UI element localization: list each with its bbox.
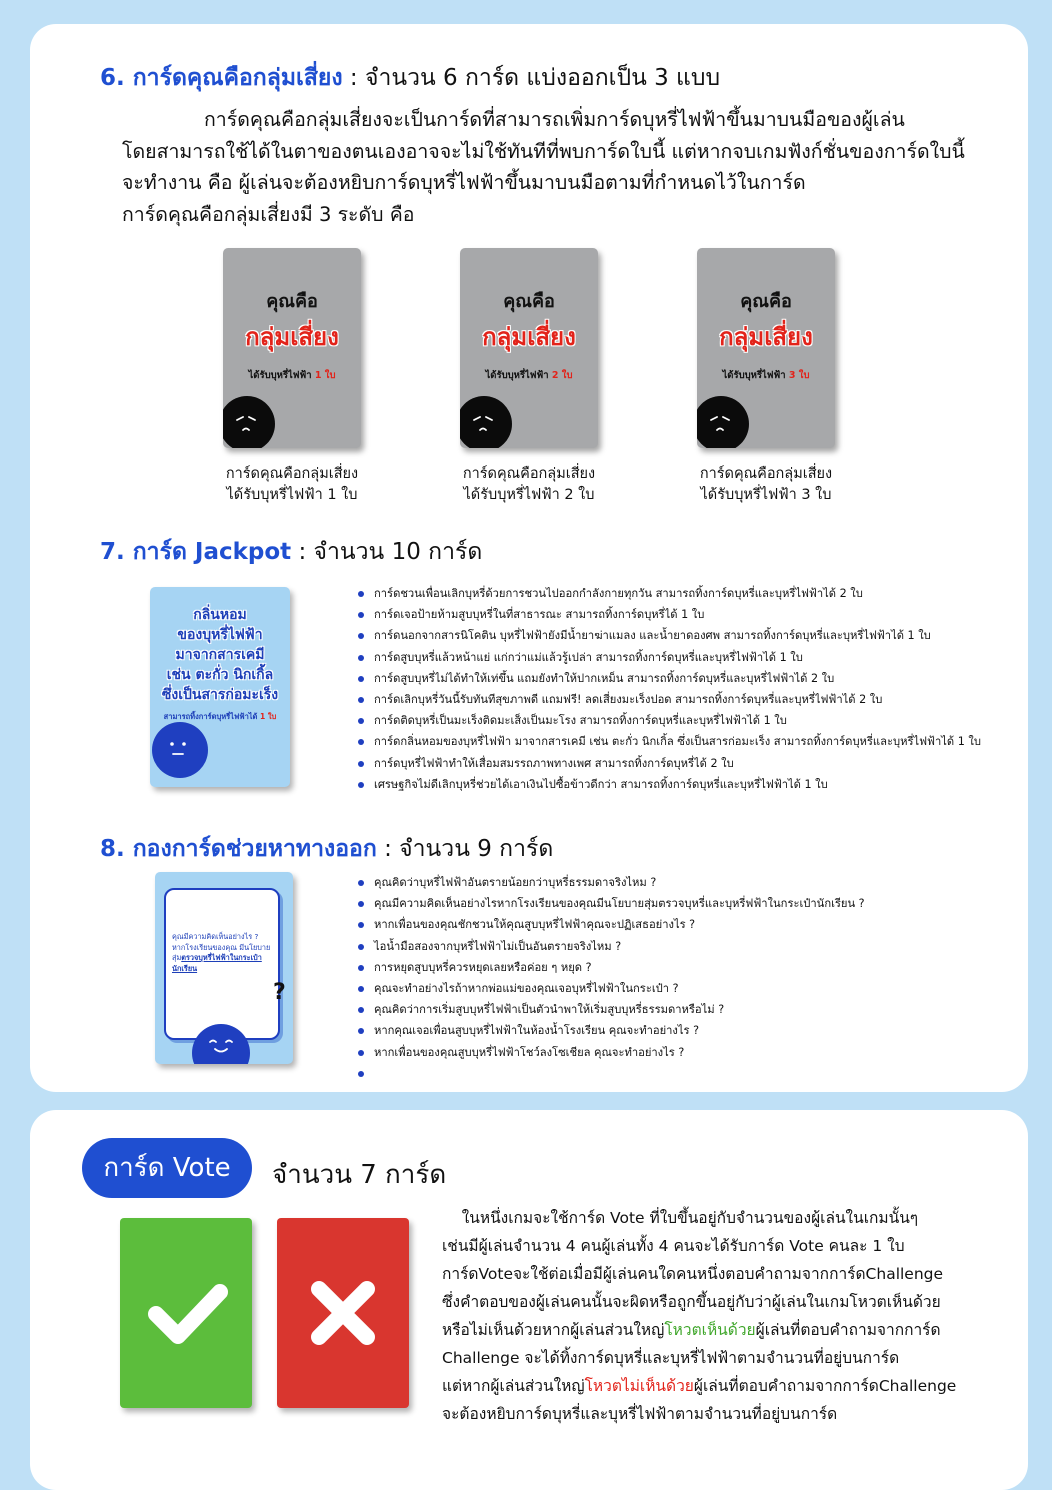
list-item: ไอน้ำมือสองจากบุหรี่ไฟฟ้าไม่เป็นอันตรายจริงไหม ? bbox=[358, 936, 865, 957]
neutral-face-icon bbox=[152, 722, 208, 778]
content-panel-vote bbox=[30, 1110, 1028, 1490]
check-icon bbox=[120, 1218, 252, 1408]
list-item: การ์ดเลิกบุหรี่วันนี้รับทันทีสุขภาพดี แถมฟรี! ลดเสี่ยงมะเร็งปอด สามารถทิ้งการ์ดบุหรี่และบุหรี่ไฟฟ้าได้ 2 ใบ bbox=[358, 689, 981, 710]
section7-subtitle: : จำนวน 10 การ์ด bbox=[291, 539, 483, 565]
vote-card-yes bbox=[120, 1218, 252, 1408]
risk-card-subtext bbox=[223, 368, 361, 383]
section8-subtitle: : จำนวน 9 การ์ด bbox=[376, 836, 554, 862]
jackpot-card-line: กลิ่นหอม bbox=[193, 607, 247, 623]
vote-line-highlight: โหวตเห็นด้วย bbox=[664, 1321, 756, 1339]
smile-face-icon bbox=[192, 1024, 250, 1064]
list-item: คุณคิดว่าการเริ่มสูบบุหรี่ไฟฟ้าเป็นตัวนำพาให้เริ่มสูบบุหรี่ธรรมดาหรือไม่ ? bbox=[358, 999, 865, 1020]
jackpot-card bbox=[150, 587, 290, 787]
list-item: การ์ดติดบุหรี่เป็นมะเร็งติดมะเส็งเป็นมะโรง สามารถทิ้งการ์ดบุหรี่และบุหรี่ไฟฟ้าได้ 1 ใบ bbox=[358, 710, 981, 731]
cross-icon bbox=[277, 1218, 409, 1408]
list-item: หากเพื่อนของคุณสูบบุหรี่ไฟฟ้าโชว์ลงโซเชียล คุณจะทำอย่างไร ? bbox=[358, 1042, 865, 1063]
section8-heading bbox=[100, 831, 553, 867]
vote-title-badge: การ์ด Vote bbox=[82, 1138, 252, 1198]
vote-line-text: จะต้องหยิบการ์ดบุหรี่และบุหรี่ไฟฟ้าตามจำนวนที่อยู่บนการ์ด bbox=[442, 1405, 838, 1423]
paragraph-line: จะทำงาน คือ ผู้เล่นจะต้องหยิบการ์ดบุหรี่ไฟฟ้าขึ้นมาบนมือตามที่กำหนดไว้ในการ์ด bbox=[122, 171, 806, 194]
risk-card-2 bbox=[460, 248, 598, 448]
vote-line-text: เช่นมีผู้เล่นจำนวน 4 คนผู้เล่นทั้ง 4 คนจะได้รับการ์ด Vote คนละ 1 ใบ bbox=[442, 1237, 905, 1255]
vote-line-text: ผู้เล่นที่ตอบคำถามจากการ์ดChallenge bbox=[693, 1377, 957, 1395]
caption-line: การ์ดคุณคือกลุ่มเสี่ยง bbox=[462, 466, 596, 482]
list-item: คุณจะทำอย่างไรถ้าหากพ่อแม่ของคุณเจอบุหรี่ไฟฟ้าในกระเป๋า ? bbox=[358, 978, 865, 999]
section7-heading bbox=[100, 534, 482, 570]
risk-card-top-text: คุณคือ bbox=[503, 291, 555, 312]
vote-description-line bbox=[442, 1232, 956, 1260]
risk-card-subtext-prefix: ได้รับบุหรี่ไฟฟ้า bbox=[722, 370, 789, 381]
list-item: การ์ดนอกจากสารนิโคติน บุหรี่ไฟฟ้ายังมีน้ำยาฆ่าแมลง และน้ำยาดองศพ สามารถทิ้งการ์ดบุหรี่และบุหรี่ไฟฟ้าได้ 1 ใบ bbox=[358, 625, 981, 646]
vote-line-text: การ์ดVoteจะใช้ต่อเมื่อมีผู้เล่นคนใดคนหนึ่งตอบคำถามจากการ์ดChallenge bbox=[442, 1265, 944, 1283]
vote-description-line bbox=[442, 1344, 956, 1372]
list-item: การ์ดบุหรี่ไฟฟ้าทำให้เสื่อมสมรรถภาพทางเพศ สามารถทิ้งการ์ดบุหรี่ได้ 2 ใบ bbox=[358, 753, 981, 774]
risk-card-subtext-suffix: ใบ bbox=[321, 370, 336, 381]
vote-count: จำนวน 7 การ์ด bbox=[272, 1160, 447, 1190]
risk-card-number: 1 bbox=[314, 370, 322, 381]
list-item-empty bbox=[358, 1063, 865, 1075]
caption-line: ได้รับบุหรี่ไฟฟ้า 2 ใบ bbox=[463, 487, 595, 503]
risk-card-top-text: คุณคือ bbox=[740, 291, 792, 312]
list-item: เศรษฐกิจไม่ดีเลิกบุหรี่ช่วยได้เอาเงินไปซื้อข้าวดีกว่า สามารถทิ้งการ์ดบุหรี่และบุหรี่ไฟฟ้าได้ 1 ใบ bbox=[358, 774, 981, 795]
vote-line-text: หรือไม่เห็นด้วยหากผู้เล่นส่วนใหญ่ bbox=[442, 1321, 665, 1339]
risk-card-caption-1 bbox=[192, 464, 392, 506]
vote-line-text: Challenge จะได้ทิ้งการ์ดบุหรี่และบุหรี่ไฟฟ้าตามจำนวนที่อยู่บนการ์ด bbox=[442, 1349, 900, 1367]
list-item: คุณคิดว่าบุหรี่ไฟฟ้าอันตรายน้อยกว่าบุหรี่ธรรมดาจริงไหม ? bbox=[358, 872, 865, 893]
vote-description bbox=[442, 1204, 956, 1428]
caption-line: การ์ดคุณคือกลุ่มเสี่ยง bbox=[699, 466, 833, 482]
section6-title: 6. การ์ดคุณคือกลุ่มเสี่ยง bbox=[100, 65, 343, 91]
jackpot-card-number: 1 ใบ bbox=[260, 712, 277, 721]
vote-description-line bbox=[442, 1400, 956, 1428]
list-item: การหยุดสูบบุหรี่ควรหยุดเลยหรือค่อย ๆ หยุด ? bbox=[358, 957, 865, 978]
jackpot-card-text bbox=[150, 605, 290, 705]
risk-card-1 bbox=[223, 248, 361, 448]
section6-subtitle: : จำนวน 6 การ์ด แบ่งออกเป็น 3 แบบ bbox=[342, 65, 721, 91]
sad-face-icon bbox=[223, 396, 275, 448]
jackpot-card-subtext-prefix: สามารถทิ้งการ์ดบุหรี่ไฟฟ้าได้ bbox=[163, 712, 261, 721]
paragraph-line: การ์ดคุณคือกลุ่มเสี่ยงมี 3 ระดับ คือ bbox=[122, 202, 415, 226]
list-item: การ์ดชวนเพื่อนเลิกบุหรี่ด้วยการชวนไปออกกำลังกายทุกวัน สามารถทิ้งการ์ดบุหรี่และบุหรี่ไฟฟ้าได้ 2 ใบ bbox=[358, 583, 981, 604]
risk-card-title: กลุ่มเสี่ยง bbox=[719, 323, 813, 351]
risk-card-number: 3 bbox=[788, 370, 796, 381]
vote-description-line bbox=[442, 1372, 956, 1400]
vote-line-text: แต่หากผู้เล่นส่วนใหญ่ bbox=[442, 1377, 585, 1395]
risk-card-title: กลุ่มเสี่ยง bbox=[482, 323, 576, 351]
section7-title: 7. การ์ด Jackpot bbox=[100, 539, 292, 565]
section6-heading bbox=[100, 60, 720, 96]
help-card bbox=[155, 872, 293, 1064]
risk-card-number: 2 bbox=[551, 370, 559, 381]
list-item: การ์ดสูบบุหรี่แล้วหน้าแย่ แก่กว่าแม่แล้วรู้เปล่า สามารถทิ้งการ์ดบุหรี่และบุหรี่ไฟฟ้าได้ 1 ใบ bbox=[358, 647, 981, 668]
section8-title: 8. กองการ์ดช่วยหาทางออก bbox=[100, 836, 377, 862]
content-panel-top bbox=[30, 24, 1028, 1092]
risk-card-top-text: คุณคือ bbox=[266, 291, 318, 312]
vote-description-line bbox=[442, 1204, 956, 1232]
vote-description-line bbox=[442, 1288, 956, 1316]
vote-line-text: ในหนึ่งเกมจะใช้การ์ด Vote ที่ใบขึ้นอยู่กับจำนวนของผู้เล่นในเกมนั้นๆ bbox=[442, 1209, 919, 1227]
speech-bubble bbox=[164, 888, 280, 1040]
paragraph-line: การ์ดคุณคือกลุ่มเสี่ยงจะเป็นการ์ดที่สามารถเพิ่มการ์ดบุหรี่ไฟฟ้าขึ้นมาบนมือของผู้เล่น bbox=[204, 108, 905, 131]
risk-card-caption-2 bbox=[429, 464, 629, 506]
risk-card-subtext bbox=[697, 368, 835, 383]
vote-line-highlight: โหวตไม่เห็นด้วย bbox=[584, 1377, 694, 1395]
list-item: คุณมีความคิดเห็นอย่างไรหากโรงเรียนของคุณมีนโยบายสุ่มตรวจบุหรี่และบุหรี่ฟฟ้าในกระเป๋านักเรียน ? bbox=[358, 893, 865, 914]
risk-card-subtext-prefix: ได้รับบุหรี่ไฟฟ้า bbox=[248, 370, 315, 381]
help-list bbox=[358, 872, 865, 1075]
vote-card-no bbox=[277, 1218, 409, 1408]
paragraph-line: โดยสามารถใช้ได้ในตาของตนเองอาจจะไม่ใช้ทันทีที่พบการ์ดใบนี้ แต่หากจบเกมฟังก์ชั่นของการ์ดใบนี้ bbox=[122, 139, 965, 163]
help-card-question: คุณมีความคิดเห็นอย่างไร ? หากโรงเรียนของคุณ มีนโยบายสุ่ม bbox=[172, 932, 271, 962]
risk-card-3 bbox=[697, 248, 835, 448]
sad-face-icon bbox=[697, 396, 749, 448]
risk-card-caption-3 bbox=[666, 464, 866, 506]
list-item: หากเพื่อนของคุณชักชวนให้คุณสูบบุหรี่ไฟฟ้าคุณจะปฏิเสธอย่างไร ? bbox=[358, 914, 865, 935]
caption-line: ได้รับบุหรี่ไฟฟ้า 3 ใบ bbox=[700, 487, 832, 503]
jackpot-list bbox=[358, 583, 981, 795]
list-item: การ์ดสูบบุหรี่ไม่ได้ทำให้เท่ขึ้น แถมยังทำให้ปากเหม็น สามารถทิ้งการ์ดบุหรี่และบุหรี่ไฟฟ้าได้ 2 ใบ bbox=[358, 668, 981, 689]
section6-paragraph bbox=[122, 104, 965, 230]
caption-line: การ์ดคุณคือกลุ่มเสี่ยง bbox=[225, 466, 359, 482]
jackpot-card-line: ของบุหรี่ไฟฟ้า bbox=[177, 627, 263, 643]
risk-card-subtext-suffix: ใบ bbox=[795, 370, 810, 381]
help-card-highlight: ตรวจบุหรี่ไฟฟ้าในกระเป๋านักเรียน bbox=[172, 953, 262, 973]
jackpot-card-line: ซึ่งเป็นสารก่อมะเร็ง bbox=[161, 687, 279, 703]
sad-face-icon bbox=[460, 396, 512, 448]
jackpot-card-line: มาจากสารเคมี bbox=[175, 647, 265, 663]
jackpot-card-line: เช่น ตะกั่ว นิกเกิ้ล bbox=[166, 667, 274, 683]
vote-line-text: ซึ่งคำตอบของผู้เล่นคนนั้นจะผิดหรือถูกขึ้นอยู่กับว่าผู้เล่นในเกมโหวตเห็นด้วย bbox=[442, 1293, 941, 1311]
list-item: การ์ดกลิ่นหอมของบุหรี่ไฟฟ้า มาจากสารเคมี เช่น ตะกั่ว นิกเกิ้ล ซึ่งเป็นสารก่อมะเร็ง สามารถทิ้งการ์ดบุหรี่และบุหรี่ไฟฟ้าได้ 1 ใบ bbox=[358, 731, 981, 752]
help-card-text bbox=[172, 932, 272, 974]
risk-card-subtext-suffix: ใบ bbox=[558, 370, 573, 381]
list-item: หากคุณเจอเพื่อนสูบบุหรี่ไฟฟ้าในห้องน้ำโรงเรียน คุณจะทำอย่างไร ? bbox=[358, 1020, 865, 1041]
vote-description-line bbox=[442, 1260, 956, 1288]
risk-card-subtext-prefix: ได้รับบุหรี่ไฟฟ้า bbox=[485, 370, 552, 381]
caption-line: ได้รับบุหรี่ไฟฟ้า 1 ใบ bbox=[226, 487, 358, 503]
list-item: การ์ดเจอป้ายห้ามสูบบุหรี่ในที่สาธารณะ สามารถทิ้งการ์ดบุหรี่ได้ 1 ใบ bbox=[358, 604, 981, 625]
vote-line-text: ผู้เล่นที่ตอบคำถามจากการ์ด bbox=[755, 1321, 941, 1339]
vote-description-line bbox=[442, 1316, 956, 1344]
question-mark-icon: ? bbox=[273, 980, 286, 1005]
risk-card-title: กลุ่มเสี่ยง bbox=[245, 323, 339, 351]
risk-card-subtext bbox=[460, 368, 598, 383]
